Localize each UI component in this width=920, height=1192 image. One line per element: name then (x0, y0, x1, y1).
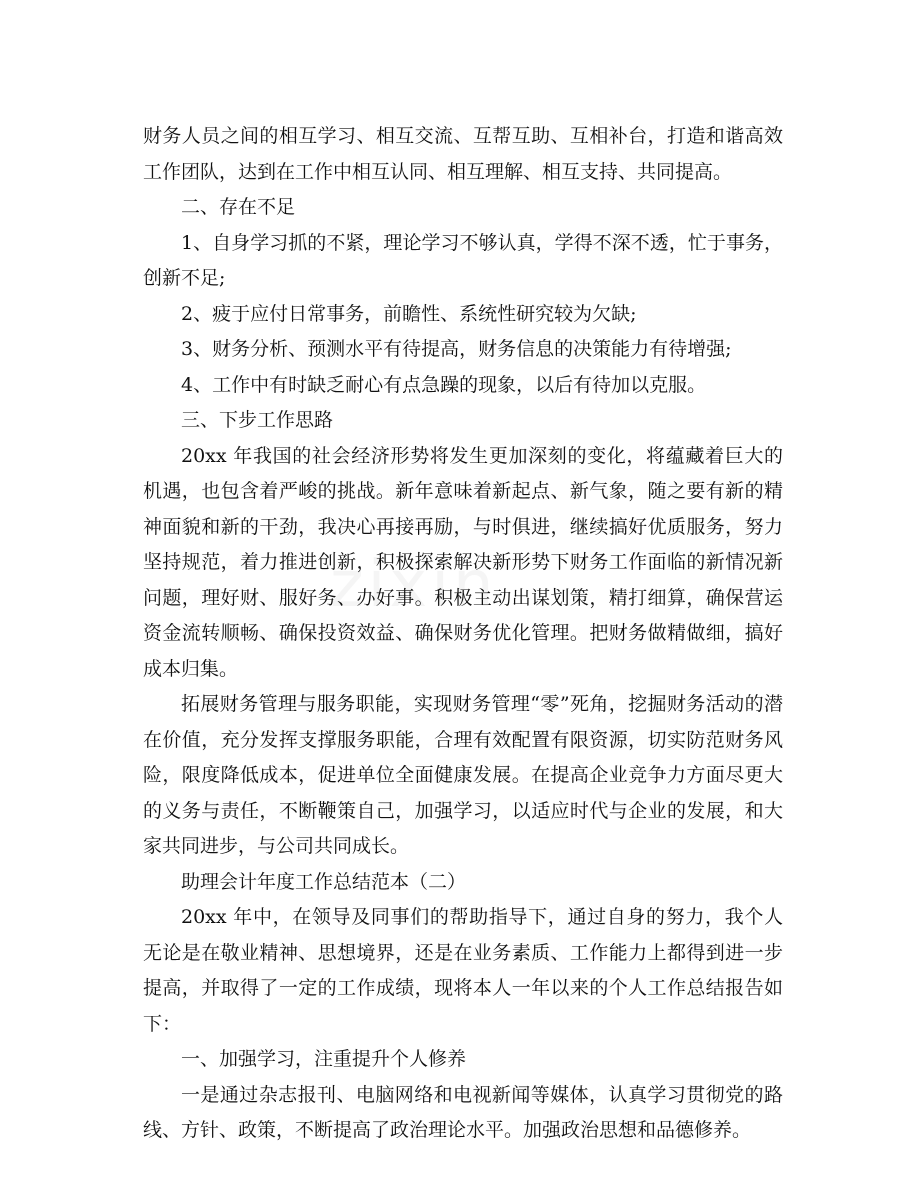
paragraph: 拓展财务管理与服务职能，实现财务管理“零”死角，挖掘财务活动的潜在价值，充分发挥支撑服务职能，合理有效配置有限资源，切实防范财务风险，限度降低成本，促进单位全面健康发展。在提高企业竞争力方面尽更大的义务与责任，不断鞭策自己，加强学习，以适应时代与企业的发展，和大家共同进步，与公司共同成长。 (143, 693, 783, 857)
paragraph: 一是通过杂志报刊、电脑网络和电视新闻等媒体，认真学习贯彻党的路线、方针、政策，不断提高了政治理论水平。加强政治思想和品德修养。 (143, 1083, 783, 1141)
paragraph: 20xx 年我国的社会经济形势将发生更加深刻的变化，将蕴藏着巨大的机遇，也包含着严峻的挑战。新年意味着新起点、新气象，随之要有新的精神面貌和新的干劲，我决心再接再励，与时俱进，继续搞好优质服务，努力坚持规范，着力推进创新，积极探索解决新形势下财务工作面临的新情况新问题，理好财、服好务、办好事。积极主动出谋划策，精打细算，确保营运资金流转顺畅、确保投资效益、确保财务优化管理。把财务做精做细，搞好成本归集。 (143, 444, 783, 680)
section-heading: 一、加强学习，注重提升个人修养 (181, 1048, 467, 1070)
watermark: zixin (330, 548, 498, 622)
section-heading: 二、存在不足 (181, 196, 296, 218)
paragraph: 20xx 年中，在领导及同事们的帮助指导下，通过自身的努力，我个人无论是在敬业精神、思想境界，还是在业务素质、工作能力上都得到进一步提高，并取得了一定的工作成绩，现将本人一年以来的个人工作总结报告如下： (143, 906, 783, 1035)
list-item: 1、自身学习抓的不紧，理论学习不够认真，学得不深不透，忙于事务，创新不足; (143, 231, 783, 289)
list-item: 4、工作中有时缺乏耐心有点急躁的现象，以后有待加以克服。 (181, 373, 707, 396)
document-body (143, 119, 783, 1149)
document-title: 助理会计年度工作总结范本（二） (181, 870, 467, 893)
section-heading: 三、下步工作思路 (181, 409, 334, 431)
paragraph: 财务人员之间的相互学习、相互交流、互帮互助、互相补台，打造和谐高效工作团队，达到在工作中相互认同、相互理解、相互支持、共同提高。 (143, 125, 783, 183)
list-item: 2、疲于应付日常事务，前瞻性、系统性研究较为欠缺; (181, 302, 637, 325)
list-item: 3、财务分析、预测水平有待提高，财务信息的决策能力有待增强; (181, 338, 732, 360)
